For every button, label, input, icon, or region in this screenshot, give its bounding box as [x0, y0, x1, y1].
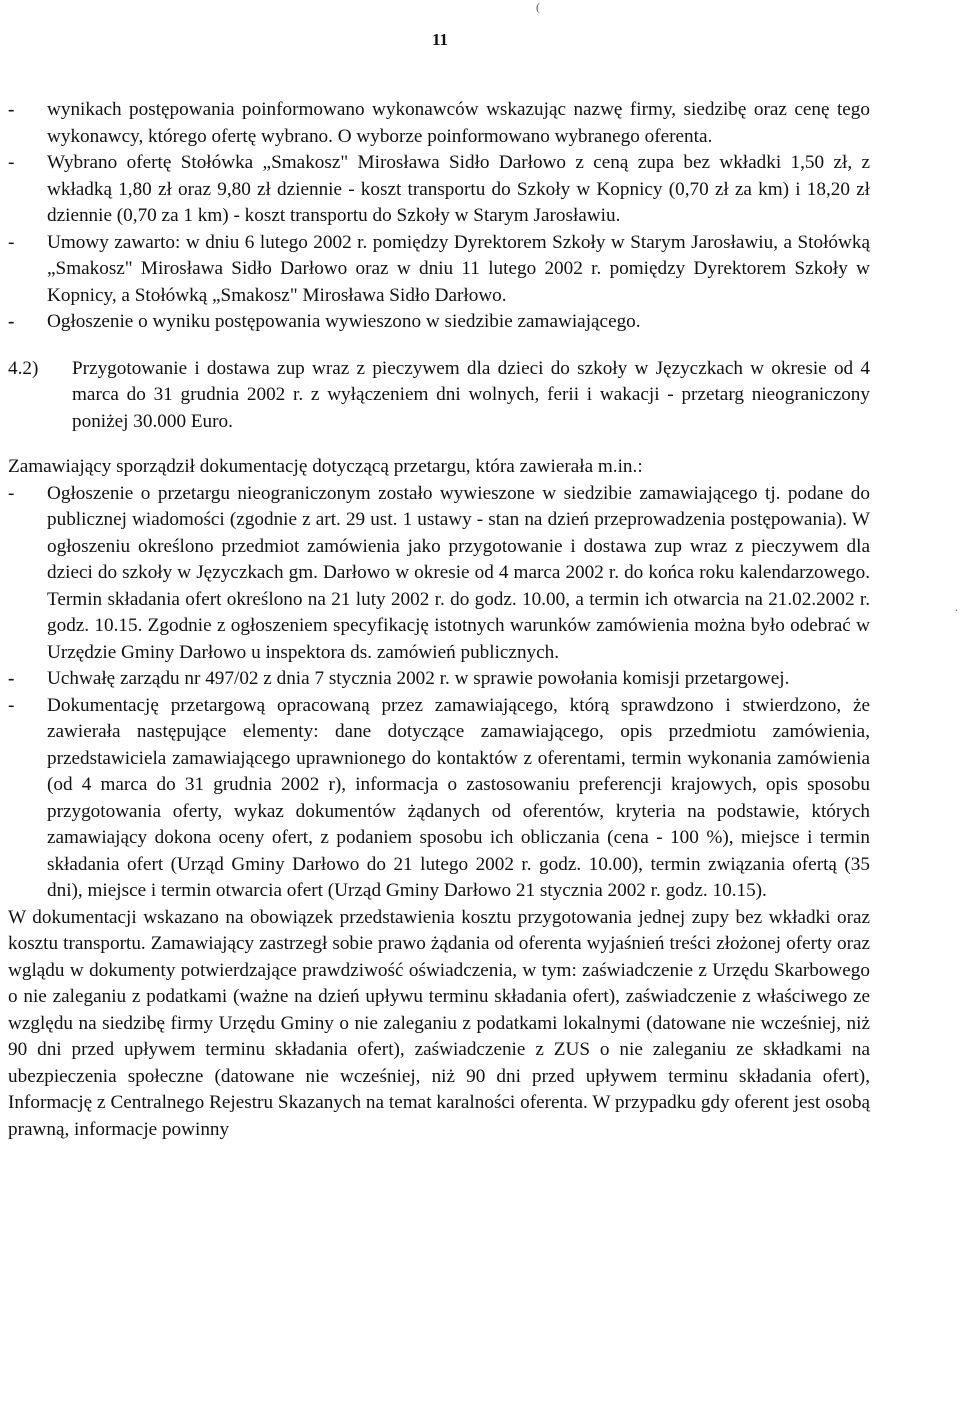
list-item: [8, 150, 870, 230]
bullet-dash: -: [8, 482, 15, 504]
list-item: [8, 666, 870, 693]
list-item-text: Wybrano ofertę Stołówka „Smakosz" Mirosława Sidło Darłowo z ceną zupa bez wkładki 1,50 zł, z wkładką 1,80 zł oraz 9,80 zł dziennie - koszt transportu do Szkoły w Kopnicy (0,70 zł za km) i 18,20 zł dziennie (0,70 za 1 km) - koszt transportu do Szkoły w Starym Jarosławiu.: [47, 152, 870, 226]
bullet-dash: -: [8, 694, 15, 716]
scan-artifact-top: (: [536, 0, 540, 14]
section-4-2: [8, 356, 870, 436]
list-item: [8, 693, 870, 905]
list-item: [8, 97, 870, 150]
list-item-text: Dokumentację przetargową opracowaną przez zamawiającego, którą sprawdzono i stwierdzono, że zawierała następujące elementy: dane dotyczące zamawiającego, opis przedmiotu zamówienia, przedstawiciela zamawiającego uprawnionego do kontaktów z oferentami, termin wykonania zamówienia (od 4 marca do 31 grudnia 2002 r), informacja o zastosowaniu preferencji krajowych, opis sposobu przygotowania oferty, wykaz dokumentów żądanych od oferentów, kryteria na podstawie, których zamawiający dokona oceny ofert, z podaniem sposobu ich obliczania (cena - 100 %), miejsce i termin składania ofert (Urząd Gminy Darłowo do 21 lutego 2002 r. godz. 10.00), termin związania ofertą (35 dni), miejsce i termin otwarcia ofert (Urząd Gminy Darłowo 21 stycznia 2002 r. godz. 10.15).: [47, 694, 870, 901]
bullet-dash: -: [8, 311, 15, 332]
list-item: [8, 230, 870, 310]
scan-artifact-right: .: [955, 600, 958, 614]
bullet-dash: -: [8, 231, 15, 253]
list-item-text: Uchwałę zarządu nr 497/02 z dnia 7 stycznia 2002 r. w sprawie powołania komisji przetargowej.: [47, 668, 790, 689]
closing-paragraph: W dokumentacji wskazano na obowiązek przedstawienia kosztu przygotowania jednej zupy bez wkładki oraz kosztu transportu. Zamawiający zastrzegł sobie prawo żądania od oferenta wyjaśnień treści złożonej oferty oraz wglądu w dokumenty potwierdzające prawdziwość oświadczenia, w tym: zaświadczenie z Urzędu Skarbowego o nie zaleganiu z podatkami (ważne na dzień upływu terminu składania ofert), zaświadczenie z właściwego ze względu na siedzibę firmy Urzędu Gminy o nie zaleganiu z podatkami lokalnymi (datowane nie wcześniej, niż 90 dni przed upływem terminu składania ofert), zaświadczenie z ZUS o nie zaleganiu ze składkami na ubezpieczenia społeczne (datowane nie wcześniej, niż 90 dni przed upływem terminu składania ofert), Informację z Centralnego Rejestru Skazanych na temat karalności oferenta. W przypadku gdy oferent jest osobą prawną, informacje powinny: [8, 906, 870, 1140]
document-body: [8, 97, 870, 1143]
section-text: Przygotowanie i dostawa zup wraz z pieczywem dla dzieci do szkoły w Języczkach w okresie od 4 marca do 31 grudnia 2002 r. z wyłączeniem dni wolnych, ferii i wakacji - przetarg nieograniczony poniżej 30.000 Euro.: [72, 357, 870, 432]
list-item-text: Ogłoszenie o wyniku postępowania wywieszono w siedzibie zamawiającego.: [47, 311, 641, 332]
list-item-text: wynikach postępowania poinformowano wykonawców wskazując nazwę firmy, siedzibę oraz cenę tego wykonawcy, którego ofertę wybrano. O wyborze poinformowano wybranego oferenta.: [47, 99, 870, 147]
intro-paragraph: Zamawiający sporządził dokumentację dotyczącą przetargu, która zawierała m.in.:: [8, 456, 643, 477]
page-number: 11: [431, 30, 449, 49]
bullet-dash: -: [8, 668, 15, 689]
list-item: [8, 309, 870, 336]
list-item: [8, 481, 870, 667]
list-item-text: Ogłoszenie o przetargu nieograniczonym zostało wywieszone w siedzibie zamawiającego tj. podane do publicznej wiadomości (zgodnie z art. 29 ust. 1 ustawy - stan na dzień przeprowadzenia postępowania). W ogłoszeniu określono przedmiot zamówienia jako przygotowanie i dostawa zup wraz z pieczywem dla dzieci do szkoły w Języczkach gm. Darłowo w okresie od 4 marca 2002 r. do końca roku kalendarzowego. Termin składania ofert określono na 21 luty 2002 r. do godz. 10.00, a termin ich otwarcia na 21.02.2002 r. godz. 10.15. Zgodnie z ogłoszeniem specyfikację istotnych warunków zamówienia można było odebrać w Urzędzie Gminy Darłowo u inspektora ds. zamówień publicznych.: [47, 482, 870, 663]
bullet-dash: -: [8, 152, 15, 173]
section-number: 4.2): [8, 357, 39, 379]
bullet-dash: -: [8, 99, 15, 120]
list-item-text: Umowy zawarto: w dniu 6 lutego 2002 r. pomiędzy Dyrektorem Szkoły w Starym Jarosławiu, a Stołówką „Smakosz" Mirosława Sidło Darłowo oraz w dniu 11 lutego 2002 r. pomiędzy Dyrektorem Szkoły w Kopnicy, a Stołówką „Smakosz" Mirosława Sidło Darłowo.: [47, 231, 870, 306]
